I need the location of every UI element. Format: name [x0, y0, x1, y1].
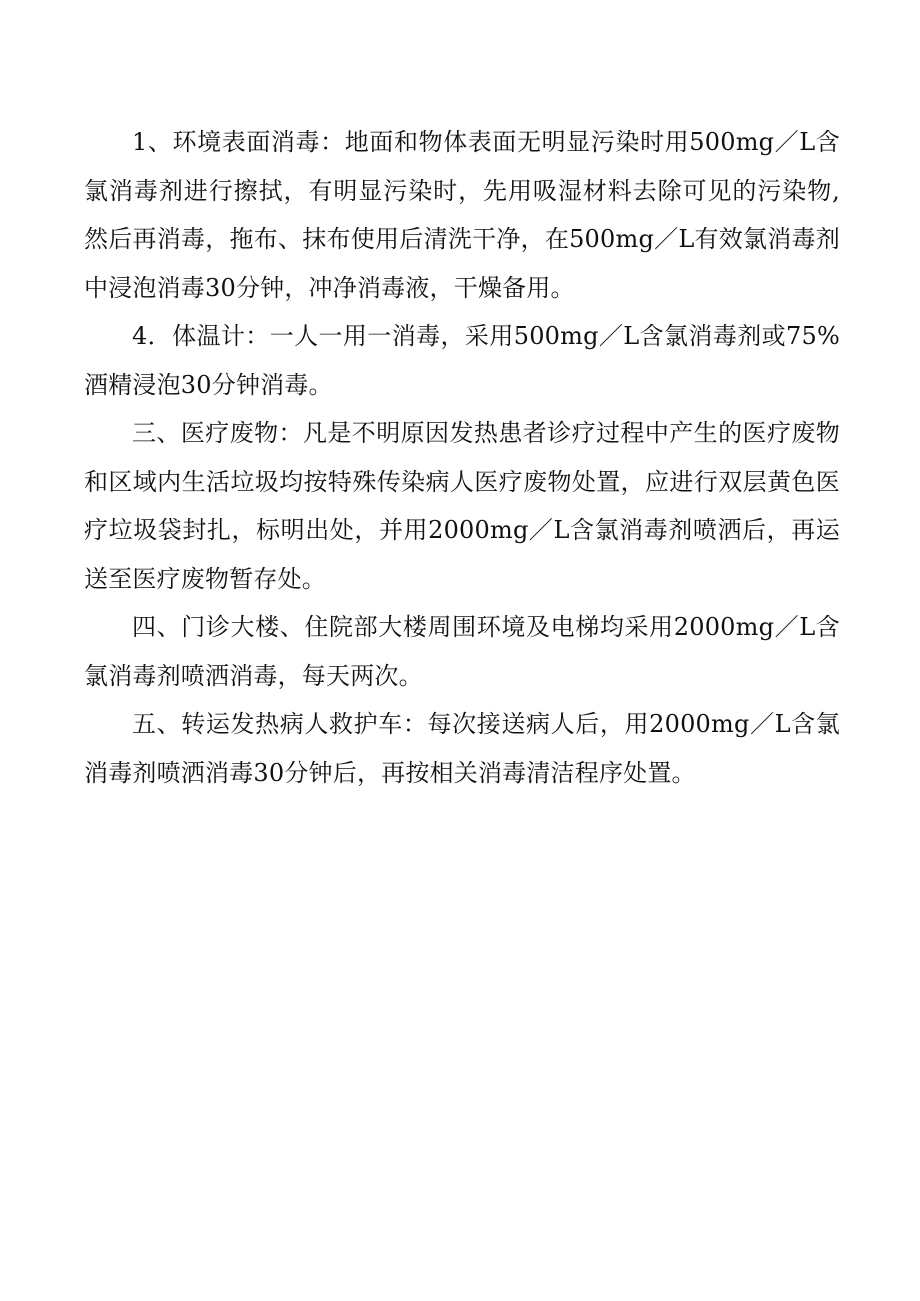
paragraph-thermometer: 4．体温计：一人一用一消毒，采用500mg／L含氯消毒剂或75%酒精浸泡30分钟消毒。: [84, 322, 840, 399]
paragraph-ambulance: 五、转运发热病人救护车：每次接送病人后，用2000mg／L含氯消毒剂喷洒消毒30分钟后，再按相关消毒清洁程序处置。: [84, 710, 840, 787]
paragraph-medical-waste: 三、医疗废物：凡是不明原因发热患者诊疗过程中产生的医疗废物和区域内生活垃圾均按特殊传染病人医疗废物处置，应进行双层黄色医疗垃圾袋封扎，标明出处，并用2000mg／L含氯消毒剂喷洒后，再运送至医疗废物暂存处。: [84, 419, 840, 593]
paragraph-surface-disinfection: 1、环境表面消毒：地面和物体表面无明显污染时用500mg／L含氯消毒剂进行擦拭，有明显污染时，先用吸湿材料去除可见的污染物,然后再消毒，拖布、抹布使用后清洗干净，在500mg／L有效氯消毒剂中浸泡消毒30分钟，冲净消毒液，干燥备用。: [84, 128, 840, 302]
paragraph-building-elevator: 四、门诊大楼、住院部大楼周围环境及电梯均采用2000mg／L含氯消毒剂喷洒消毒，每天两次。: [84, 613, 840, 690]
